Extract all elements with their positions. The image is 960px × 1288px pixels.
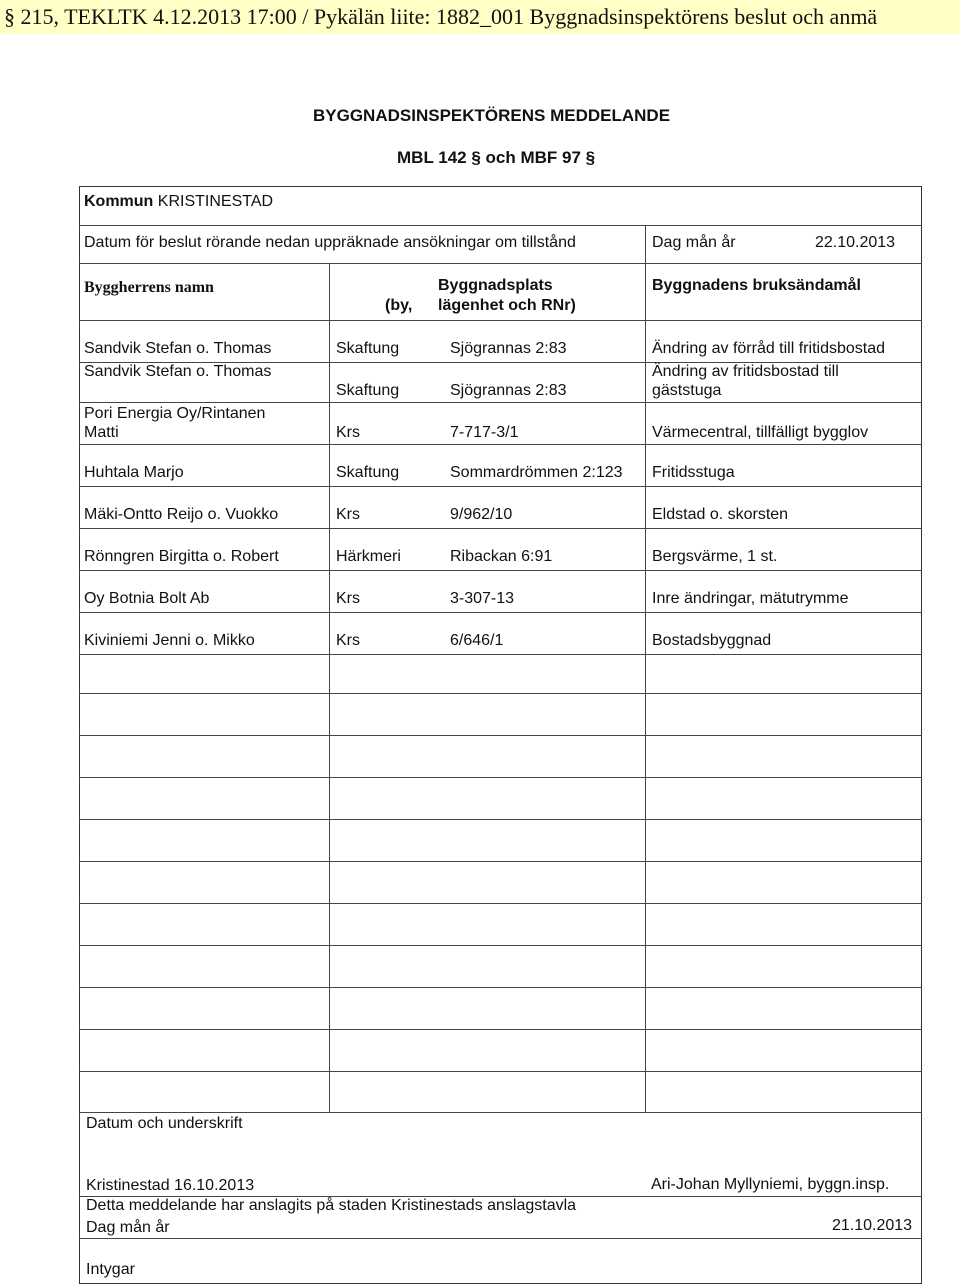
purpose-cell: Bostadsbyggnad: [652, 632, 772, 649]
divider: [79, 528, 922, 529]
divider: [79, 945, 922, 946]
signer-name: Ari-Johan Myllyniemi, byggn.insp.: [651, 1176, 890, 1193]
owner-cell: Rönngren Birgitta o. Robert: [84, 548, 279, 565]
divider: [79, 1071, 922, 1072]
property-cell: 7-717-3/1: [450, 424, 519, 441]
owner-cell: Sandvik Stefan o. Thomas: [84, 340, 272, 357]
divider: [79, 402, 922, 403]
divider: [645, 263, 646, 1112]
certificate-label: Intygar: [86, 1261, 135, 1278]
notice-text: Detta meddelande har anslagits på staden Kristinestads anslagstavla: [86, 1197, 577, 1214]
attachment-banner: § 215, TEKLTK 4.12.2013 17:00 / Pykälän liite: 1882_001 Byggnadsinspektörens beslut och anmä: [0, 0, 960, 34]
village-cell: Skaftung: [336, 464, 400, 481]
owner-cell: Pori Energia Oy/Rintanen: [84, 405, 266, 422]
purpose-cell: Bergsvärme, 1 st.: [652, 548, 778, 565]
law-reference: MBL 142 § och MBF 97 §: [397, 148, 596, 167]
divider: [645, 225, 646, 263]
village-cell: Krs: [336, 424, 360, 441]
document-title: BYGGNADSINSPEKTÖRENS MEDDELANDE: [313, 106, 671, 125]
divider: [79, 987, 922, 988]
column-header-site-detail: lägenhet och RNr): [438, 297, 576, 314]
divider: [79, 263, 922, 264]
purpose-cell: gäststuga: [652, 382, 722, 399]
village-cell: Krs: [336, 590, 360, 607]
owner-cell: Matti: [84, 424, 119, 441]
purpose-cell: Fritidsstuga: [652, 464, 735, 481]
owner-cell: Mäki-Ontto Reijo o. Vuokko: [84, 506, 279, 523]
property-cell: Sjögrannas 2:83: [450, 340, 567, 357]
decision-date: 22.10.2013: [815, 234, 896, 251]
owner-cell: Sandvik Stefan o. Thomas: [84, 363, 272, 380]
column-header-site: Byggnadsplats: [438, 277, 553, 294]
sign-place-date: Kristinestad 16.10.2013: [86, 1177, 255, 1194]
divider: [79, 1029, 922, 1030]
divider: [79, 444, 922, 445]
owner-cell: Huhtala Marjo: [84, 464, 184, 481]
divider: [79, 225, 922, 226]
kommun-value: KRISTINESTAD: [157, 193, 274, 210]
property-cell: Sommardrömmen 2:123: [450, 464, 623, 481]
column-header-purpose: Byggnadens bruksändamål: [652, 277, 861, 294]
signature-label: Datum och underskrift: [86, 1115, 243, 1132]
purpose-cell: Ändring av fritidsbostad till: [652, 363, 839, 380]
village-cell: Härkmeri: [336, 548, 401, 565]
village-cell: Skaftung: [336, 382, 400, 399]
divider: [79, 654, 922, 655]
property-cell: 6/646/1: [450, 632, 504, 649]
village-cell: Skaftung: [336, 340, 400, 357]
divider: [79, 1112, 922, 1113]
divider: [329, 263, 330, 1112]
divider: [79, 903, 922, 904]
decision-label: Datum för beslut rörande nedan uppräknade ansökningar om tillstånd: [84, 234, 576, 251]
notice-date: 21.10.2013: [832, 1217, 913, 1234]
notice-date-label: Dag mån år: [86, 1219, 170, 1236]
kommun-label: Kommun: [84, 193, 154, 210]
property-cell: Sjögrannas 2:83: [450, 382, 567, 399]
divider: [79, 693, 922, 694]
kommun-row: [84, 193, 273, 211]
property-cell: 3-307-13: [450, 590, 515, 607]
column-header-owner: Byggherrens namn: [84, 279, 214, 296]
divider: [79, 861, 922, 862]
owner-cell: Oy Botnia Bolt Ab: [84, 590, 210, 607]
column-header-site-paren: (by,: [385, 297, 413, 314]
property-cell: 9/962/10: [450, 506, 513, 523]
owner-cell: Kiviniemi Jenni o. Mikko: [84, 632, 255, 649]
divider: [79, 777, 922, 778]
property-cell: Ribackan 6:91: [450, 548, 553, 565]
divider: [79, 612, 922, 613]
divider: [79, 486, 922, 487]
divider: [79, 570, 922, 571]
purpose-cell: Ändring av förråd till fritidsbostad: [652, 340, 885, 357]
purpose-cell: Värmecentral, tillfälligt bygglov: [652, 424, 869, 441]
village-cell: Krs: [336, 632, 360, 649]
divider: [79, 320, 922, 321]
date-label: Dag mån år: [652, 234, 736, 251]
divider: [79, 1238, 922, 1239]
divider: [79, 735, 922, 736]
purpose-cell: Inre ändringar, mätutrymme: [652, 590, 849, 607]
village-cell: Krs: [336, 506, 360, 523]
purpose-cell: Eldstad o. skorsten: [652, 506, 789, 523]
divider: [79, 819, 922, 820]
